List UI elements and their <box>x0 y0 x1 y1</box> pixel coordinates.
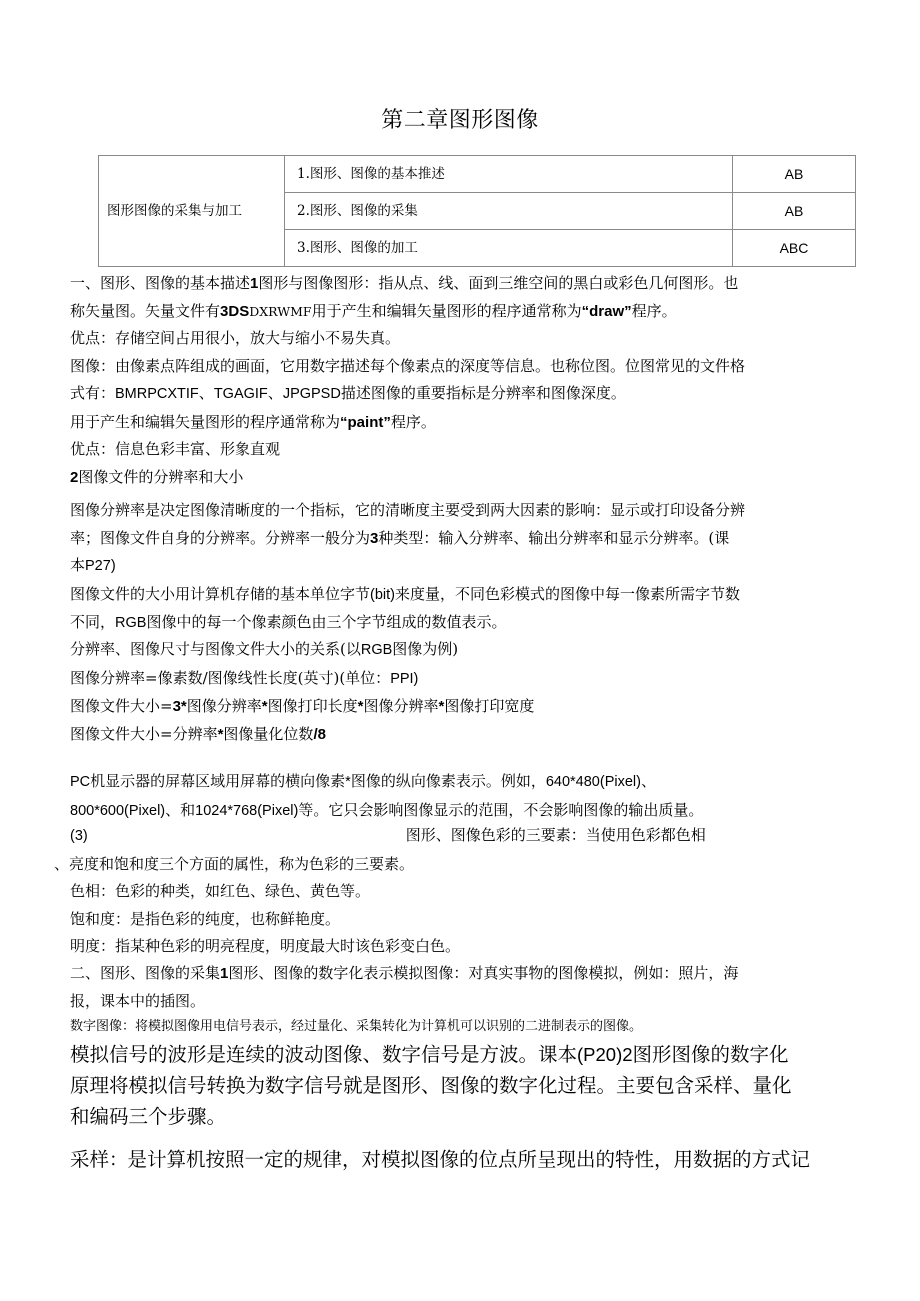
table-cell-category: 图形图像的采集与加工 <box>99 156 285 267</box>
text-run: 采样 <box>70 1148 110 1171</box>
text-run: 、 <box>267 384 283 402</box>
text-run: 机显示器的屏幕区域用屏幕的横向像素 <box>90 772 346 790</box>
text-run: * <box>357 698 364 715</box>
text-run: * <box>261 698 268 715</box>
paragraph-resolution-factors-1: 图像分辨率是决定图像清晰度的一个指标，它的清晰度主要受到两大因素的影响：显示或打印设备分辨 <box>70 501 746 519</box>
paragraph-bitmap-advantage: 优点：信息色彩丰富、形象直观 <box>70 440 281 458</box>
paragraph-waveform-1 <box>70 1039 860 1070</box>
formula-image-resolution <box>70 665 860 694</box>
section-two-block <box>70 960 860 1175</box>
paragraph-sampling <box>70 1144 860 1175</box>
resolution-block <box>70 497 860 638</box>
text-run: (bit) <box>370 586 395 603</box>
text-run: TGAGIF <box>213 386 268 402</box>
text-run: (P20)2 <box>577 1044 633 1065</box>
color-elements-block <box>54 822 860 961</box>
text-run: 不同， <box>70 613 116 631</box>
text-run: “paint” <box>340 413 391 431</box>
table-cell-topic: 3.图形、图像的加工 <box>285 230 733 267</box>
paragraph-waveform-3: 和编码三个步骤。 <box>70 1105 227 1128</box>
paragraph-hue: 色相：色彩的种类，如红色、绿色、黄色等。 <box>70 882 371 900</box>
text-run: 图形与图像图形：指从点、线、面到三维空间的黑白或彩色几何图形。也 <box>258 274 739 292</box>
text-run: 模拟信号的波形是连续的波动图像、数字信号是方波。课本 <box>70 1043 578 1066</box>
paragraph-brightness: 明度：指某种色彩的明亮程度，明度最大时该色彩变白色。 <box>70 937 461 955</box>
text-run: 率；图像文件自身的分辨率。分辨率一般分为 <box>70 528 371 547</box>
text-run: 图形、图像色彩的三要素：当使用色彩都色相 <box>405 826 706 844</box>
text-run: PC <box>70 774 91 790</box>
text-run: 程序。 <box>390 412 436 431</box>
text-run: RGB <box>115 615 147 631</box>
paragraph-screen-area-2 <box>70 797 860 826</box>
paragraph-bitmap-definition: 图像：由像素点阵组成的画面，它用数字描述每个像素点的深度等信息。也称位图。位图常见的文件格 <box>70 356 746 375</box>
text-run: ： <box>109 1149 128 1170</box>
text-run: 图像文件大小= <box>70 697 173 715</box>
text-run: 图像的纵向像素表示。例如， <box>350 772 546 790</box>
text-run: 、 <box>198 384 214 402</box>
text-run: 图像打印宽度 <box>444 697 535 715</box>
text-run: 3DS <box>220 302 250 320</box>
text-run: 种类型：输入分辨率、输出分辨率和显示分辨率。(课 <box>378 528 730 547</box>
formula-filesize-rgb <box>70 693 860 721</box>
text-run: 640*480(Pixel) <box>545 774 641 790</box>
text-run: 一、图形、图像的基本描述 <box>70 274 251 292</box>
text-run: 、和 <box>165 800 196 819</box>
text-run: 1 <box>220 965 229 982</box>
paragraph-section-two-intro <box>70 960 860 988</box>
text-run: 1024*768(Pixel) <box>195 802 299 819</box>
table-cell-code: ABC <box>733 230 856 267</box>
paragraph-color-three-elements-cont: 、亮度和饱和度三个方面的属性，称为色彩的三要素。 <box>54 854 415 873</box>
text-run: 等。它只会影响图像显示的范围，不会影响图像的输出质量。 <box>298 800 704 819</box>
paragraph-analog-image-examples: 报，课本中的插图。 <box>70 991 206 1010</box>
text-run: “draw” <box>581 302 632 320</box>
text-run: 图像文件大小=分辨率 <box>70 724 218 743</box>
text-run: 程序。 <box>631 301 677 320</box>
paragraph-resolution-factors-3 <box>70 552 860 581</box>
text-run: 图像分辨率 <box>186 697 262 715</box>
section-one-block <box>70 270 860 491</box>
text-run: 图形、图像的数字化表示模拟图像：对真实事物的图像模拟，例如：照片，海 <box>228 964 739 982</box>
formula-relationship <box>70 636 860 665</box>
text-run: PPI) <box>390 670 419 687</box>
text-run: RGB <box>360 642 393 658</box>
paragraph-digital-image-definition: 数字图像：将模拟图像用电信号表示，经过量化、采集转化为计算机可以识别的二进制表示的图像。 <box>70 1019 643 1034</box>
paragraph-bitmap-formats <box>70 380 860 409</box>
screen-resolution-block <box>70 768 860 825</box>
paragraph-vector-advantage: 优点：存储空间占用很小，放大与缩小不易失真。 <box>70 329 401 347</box>
text-run: 图像为例) <box>392 640 459 658</box>
paragraph-saturation: 饱和度：是指色彩的纯度，也称鲜艳度。 <box>70 909 341 928</box>
paragraph-color-three-elements-head <box>70 822 860 851</box>
paragraph-vector-formats <box>70 298 860 326</box>
text-run: 用于产生和编辑矢量图形的程序通常称为 <box>70 412 341 431</box>
text-run: 称矢量图。矢量文件有 <box>70 301 221 320</box>
table-cell-code: AB <box>733 193 856 230</box>
text-run: 图像分辨率 <box>363 697 439 715</box>
text-run: 图像文件的分辨率和大小 <box>78 467 244 486</box>
text-run: 3* <box>172 698 187 715</box>
text-run: 1 <box>250 275 259 292</box>
text-run: 3 <box>370 529 379 547</box>
paragraph-resolution-factors-2 <box>70 525 860 553</box>
text-run: 图像文件的大小用计算机存储的基本单位字节 <box>70 584 371 603</box>
formula-filesize-quantization <box>70 721 860 749</box>
page-title: 第二章图形图像 <box>381 108 539 133</box>
text-run: 800*600(Pixel) <box>70 802 166 819</box>
text-run: 二、图形、图像的采集 <box>70 964 221 982</box>
text-run: 图像分辨率=像素数/图像线性长度(英寸)(单位： <box>70 668 391 687</box>
table-row <box>99 156 856 193</box>
text-run: 图形图像的数字化 <box>632 1043 789 1066</box>
text-run: P27) <box>85 558 116 574</box>
text-run: * <box>438 698 445 715</box>
text-run: 、 <box>640 772 656 790</box>
text-run: 图像打印长度 <box>267 697 358 715</box>
text-run: DXRWMF <box>249 303 312 319</box>
paragraph-spacer <box>70 1132 860 1144</box>
paragraph-filesize-1 <box>70 581 860 610</box>
text-run: 图像中的每一个像素颜色由三个字节组成的数值表示。 <box>146 613 507 631</box>
text-run: /8 <box>313 725 326 743</box>
table-cell-topic: 1.图形、图像的基本推述 <box>285 156 733 193</box>
text-run: 是计算机按照一定的规律，对模拟图像的位点所呈现出的特性，用数据的方式记 <box>127 1148 811 1171</box>
paragraph-paint-program <box>70 409 860 437</box>
formula-block <box>70 636 860 748</box>
table-cell-code: AB <box>733 156 856 193</box>
text-run: 来度量，不同色彩模式的图像中每一像素所需字节数 <box>395 584 741 603</box>
text-run: 式有： <box>70 384 116 402</box>
paragraph-waveform-2: 原理将模拟信号转换为数字信号就是图形、图像的数字化过程。主要包含采样、量化 <box>70 1074 792 1097</box>
text-run: 分辨率、图像尺寸与图像文件大小的关系(以 <box>70 640 361 658</box>
text-run: 用于产生和编辑矢量图形的程序通常称为 <box>311 301 582 320</box>
text-run: * <box>217 725 224 743</box>
text-run: JPGPSD <box>282 386 341 402</box>
paragraph-screen-area-1 <box>70 768 860 797</box>
text-run: 描述图像的重要指标是分辨率和图像深度。 <box>340 384 626 402</box>
text-run: (3) <box>70 828 88 844</box>
paragraph-filesize-2 <box>70 609 860 638</box>
text-run: 2 <box>70 468 79 486</box>
paragraph-section-one-intro <box>70 270 860 298</box>
outline-table <box>98 155 856 267</box>
text-run: 本 <box>70 556 86 574</box>
paragraph-subheading-resolution-size <box>70 464 860 492</box>
text-run: BMRPCXTIF <box>115 386 199 402</box>
table-cell-topic: 2.图形、图像的采集 <box>285 193 733 230</box>
text-run: * <box>345 774 351 790</box>
text-run: 图像量化位数 <box>223 724 314 743</box>
